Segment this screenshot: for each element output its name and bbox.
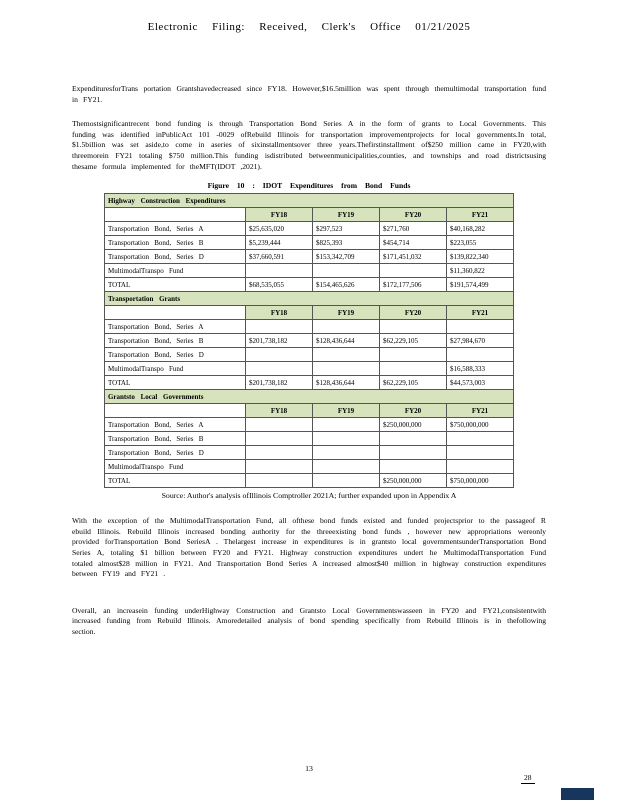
table-row bbox=[104, 264, 513, 278]
value-cell bbox=[312, 418, 379, 432]
table-total-row bbox=[104, 474, 513, 488]
source-note: Source: Author's analysis ofIllinois Comptroller 2021A; further expanded upon in Appendix A bbox=[161, 491, 457, 501]
value-cell bbox=[379, 264, 446, 278]
value-cell: $223,055 bbox=[446, 236, 513, 250]
row-label: Transportation Bond, Series A bbox=[104, 320, 245, 334]
value-cell: $825,393 bbox=[312, 236, 379, 250]
value-cell: $271,760 bbox=[379, 222, 446, 236]
table-section-row bbox=[104, 292, 513, 306]
column-header-fy18: FY18 bbox=[245, 306, 312, 320]
value-cell: $250,000,000 bbox=[379, 418, 446, 432]
value-cell: $139,822,340 bbox=[446, 250, 513, 264]
bates-number: 28 bbox=[521, 773, 535, 784]
value-cell: $128,436,644 bbox=[312, 334, 379, 348]
paragraph-4: Overall, an increasein funding underHighway Construction and Grantsto Local Governmentswasseen in FY20 and FY21,consistentwith increased funding from Rebuild Illinois. Amoredetailed analysis of bond spending specifically from Rebuild Illinois is in thefollowing section. bbox=[72, 605, 546, 636]
value-cell: $5,239,444 bbox=[245, 236, 312, 250]
filing-header bbox=[0, 21, 618, 33]
column-header-fy20: FY20 bbox=[379, 404, 446, 418]
value-cell bbox=[245, 320, 312, 334]
column-header-fy18: FY18 bbox=[245, 404, 312, 418]
value-cell: $250,000,000 bbox=[379, 474, 446, 488]
column-header-fy21: FY21 bbox=[446, 404, 513, 418]
table-row bbox=[104, 446, 513, 460]
bond-funds-table bbox=[104, 193, 514, 488]
value-cell bbox=[245, 460, 312, 474]
value-cell bbox=[446, 432, 513, 446]
column-header-fy20: FY20 bbox=[379, 208, 446, 222]
value-cell: $128,436,644 bbox=[312, 376, 379, 390]
row-label: Transportation Bond, Series D bbox=[104, 446, 245, 460]
table-row bbox=[104, 362, 513, 376]
value-cell bbox=[245, 418, 312, 432]
row-label: TOTAL bbox=[104, 376, 245, 390]
column-header-fy19: FY19 bbox=[312, 208, 379, 222]
value-cell bbox=[446, 320, 513, 334]
row-label: MultimodalTranspo Fund bbox=[104, 362, 245, 376]
column-header-fy18: FY18 bbox=[245, 208, 312, 222]
value-cell: $172,177,506 bbox=[379, 278, 446, 292]
table-row bbox=[104, 460, 513, 474]
corner-cell bbox=[104, 306, 245, 320]
value-cell: $750,000,000 bbox=[446, 474, 513, 488]
column-header-fy21: FY21 bbox=[446, 208, 513, 222]
value-cell bbox=[379, 362, 446, 376]
value-cell: $154,465,626 bbox=[312, 278, 379, 292]
value-cell: $750,000,000 bbox=[446, 418, 513, 432]
row-label: Transportation Bond, Series B bbox=[104, 334, 245, 348]
page-number: 13 bbox=[305, 764, 313, 773]
value-cell bbox=[379, 432, 446, 446]
table-row bbox=[104, 334, 513, 348]
value-cell: $171,451,032 bbox=[379, 250, 446, 264]
value-cell bbox=[245, 474, 312, 488]
value-cell bbox=[312, 264, 379, 278]
row-label: MultimodalTranspo Fund bbox=[104, 264, 245, 278]
row-label: TOTAL bbox=[104, 278, 245, 292]
table-section-row bbox=[104, 390, 513, 404]
row-label: MultimodalTranspo Fund bbox=[104, 460, 245, 474]
table-total-row bbox=[104, 376, 513, 390]
value-cell bbox=[245, 362, 312, 376]
table-section-row bbox=[104, 194, 513, 208]
value-cell bbox=[379, 348, 446, 362]
table-header-row bbox=[104, 404, 513, 418]
value-cell: $37,660,591 bbox=[245, 250, 312, 264]
table-header-row bbox=[104, 306, 513, 320]
value-cell: $454,714 bbox=[379, 236, 446, 250]
value-cell bbox=[245, 348, 312, 362]
value-cell bbox=[379, 320, 446, 334]
section-header-local-governments: Grantsto Local Governments bbox=[104, 390, 513, 404]
corner-cell bbox=[104, 208, 245, 222]
value-cell bbox=[312, 446, 379, 460]
value-cell bbox=[446, 348, 513, 362]
value-cell bbox=[312, 460, 379, 474]
value-cell bbox=[245, 264, 312, 278]
table-row bbox=[104, 418, 513, 432]
value-cell: $153,342,709 bbox=[312, 250, 379, 264]
column-header-fy21: FY21 bbox=[446, 306, 513, 320]
value-cell: $62,229,105 bbox=[379, 334, 446, 348]
value-cell: $297,523 bbox=[312, 222, 379, 236]
row-label: Transportation Bond, Series B bbox=[104, 236, 245, 250]
page-content bbox=[72, 84, 546, 638]
value-cell: $201,738,182 bbox=[245, 376, 312, 390]
value-cell: $27,984,670 bbox=[446, 334, 513, 348]
paragraph-3: With the exception of the MultimodalTransportation Fund, all ofthese bond funds existed and funded projectsprior to the passageof R ebuild Illinois. Rebuild Illinois increased bonding authority for the threeexisting bond funds , however new appropriations wereonly provided forTransportation Bond SeriesA . Thelargest increase in expenditures is in grantsto local governmentsunderTransportation Bond Series A, totaling $1 billion between FY20 and FY21. Highway construction expenditures undert he MultimodalTransportation Fund totaled almost$28 million in FY21. And Transportation Bond Series A increased almost$40 million in highway construction expenditures between FY19 and FY21 . bbox=[72, 516, 546, 579]
row-label: Transportation Bond, Series D bbox=[104, 250, 245, 264]
value-cell bbox=[312, 348, 379, 362]
row-label: Transportation Bond, Series B bbox=[104, 432, 245, 446]
corner-cell bbox=[104, 404, 245, 418]
value-cell bbox=[312, 432, 379, 446]
value-cell bbox=[245, 446, 312, 460]
paragraph-2: Themostsignificantrecent bond funding is through Transportation Bond Series A in the form of grants to Local Governments. This funding was identified inPublicAct 101 -0029 ofRebuild Illinois for transportation improvementprojects for local governments.In total, $1.5billion was set aside,to come in aseries of sixinstallmentsover three years.Thefirstinstallment of$250 million came in FY20,with threemorein FY21 totaling $750 million.This funding isdistributed betweenmunicipalities,counties, and townships and road districtsusing thesame formula implemented for theMFT(IDOT ,2021). bbox=[72, 119, 546, 171]
table-row bbox=[104, 250, 513, 264]
value-cell bbox=[312, 474, 379, 488]
value-cell bbox=[446, 460, 513, 474]
value-cell: $62,229,105 bbox=[379, 376, 446, 390]
value-cell: $11,360,822 bbox=[446, 264, 513, 278]
value-cell: $25,635,020 bbox=[245, 222, 312, 236]
value-cell: $40,168,282 bbox=[446, 222, 513, 236]
row-label: TOTAL bbox=[104, 474, 245, 488]
paragraph-1: ExpendituresforTrans portation Grantshavedecreased since FY18. However,$16.5million was spent through themultimodal transportation fund in FY21. bbox=[72, 84, 546, 104]
column-header-fy19: FY19 bbox=[312, 306, 379, 320]
table-row bbox=[104, 432, 513, 446]
value-cell bbox=[379, 446, 446, 460]
filing-header-text: Electronic Filing: Received, Clerk's Office 01/21/2025 bbox=[147, 21, 471, 33]
section-header-grants: Transportation Grants bbox=[104, 292, 513, 306]
table-row bbox=[104, 348, 513, 362]
row-label: Transportation Bond, Series A bbox=[104, 222, 245, 236]
value-cell: $16,588,333 bbox=[446, 362, 513, 376]
table-row bbox=[104, 236, 513, 250]
navy-stamp-box bbox=[561, 788, 594, 800]
value-cell bbox=[312, 320, 379, 334]
row-label: Transportation Bond, Series D bbox=[104, 348, 245, 362]
figure-title: Figure 10 : IDOT Expenditures from Bond Funds bbox=[207, 181, 411, 191]
table-total-row bbox=[104, 278, 513, 292]
value-cell bbox=[446, 446, 513, 460]
row-label: Transportation Bond, Series A bbox=[104, 418, 245, 432]
value-cell bbox=[312, 362, 379, 376]
value-cell: $201,738,182 bbox=[245, 334, 312, 348]
column-header-fy20: FY20 bbox=[379, 306, 446, 320]
table-row bbox=[104, 320, 513, 334]
value-cell: $44,573,003 bbox=[446, 376, 513, 390]
table-row bbox=[104, 222, 513, 236]
value-cell: $68,535,055 bbox=[245, 278, 312, 292]
column-header-fy19: FY19 bbox=[312, 404, 379, 418]
section-header-highway: Highway Construction Expenditures bbox=[104, 194, 513, 208]
value-cell bbox=[245, 432, 312, 446]
value-cell: $191,574,499 bbox=[446, 278, 513, 292]
value-cell bbox=[379, 460, 446, 474]
table-header-row bbox=[104, 208, 513, 222]
